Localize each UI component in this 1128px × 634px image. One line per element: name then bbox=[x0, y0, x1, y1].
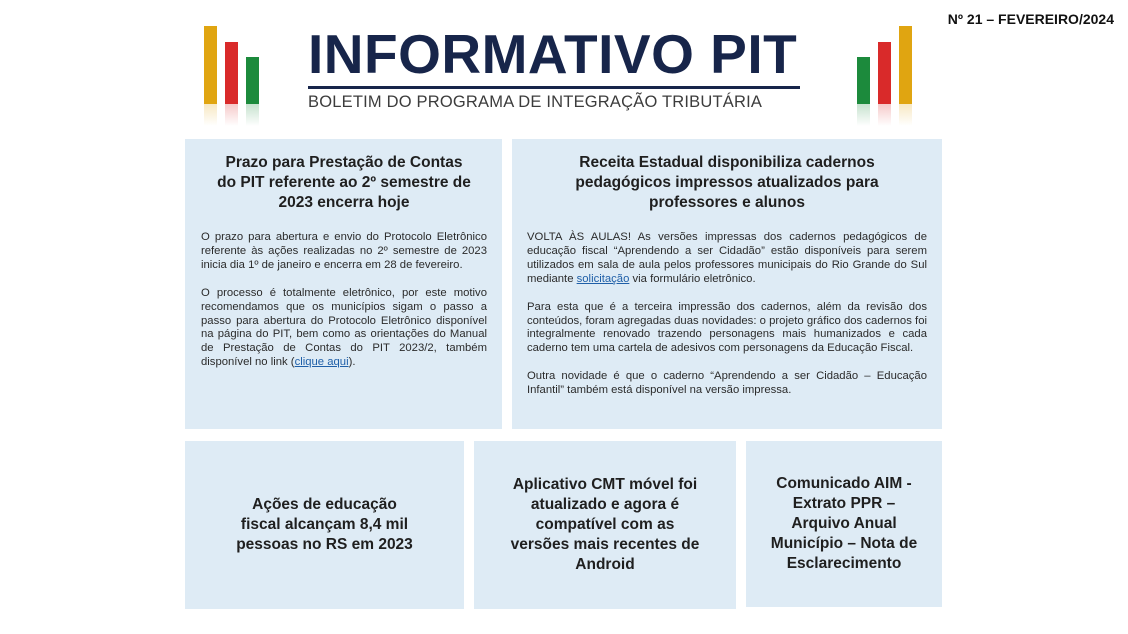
bar-chart-logo-right bbox=[853, 22, 913, 126]
page-title: INFORMATIVO PIT bbox=[308, 23, 798, 85]
news-card-aim[interactable] bbox=[746, 441, 942, 607]
bar-red bbox=[225, 42, 238, 104]
card-title: Prazo para Prestação de Contas do PIT referente ao 2º semestre de 2023 encerra hoje bbox=[217, 154, 471, 211]
bar-red-reflection bbox=[225, 104, 238, 126]
paragraph-end: via formulário eletrônico. bbox=[629, 272, 756, 285]
news-card-education[interactable] bbox=[185, 441, 464, 609]
bar-red bbox=[878, 42, 891, 104]
bar-yellow bbox=[899, 26, 912, 104]
news-card-cmt[interactable] bbox=[474, 441, 736, 609]
news-card-deadline[interactable] bbox=[185, 139, 502, 429]
bar-red-reflection bbox=[878, 104, 891, 126]
clique-aqui-link[interactable]: clique aqui bbox=[294, 356, 349, 369]
edition-label: Nº 21 – FEVEREIRO/2024 bbox=[947, 11, 1114, 27]
bar-chart-logo-left bbox=[200, 22, 260, 126]
card-title: Ações de educação fiscal alcançam 8,4 mil pessoas no RS em 2023 bbox=[236, 496, 413, 553]
bar-green bbox=[857, 57, 870, 104]
paragraph-text: VOLTA ÀS AULAS! As versões impressas dos cadernos pedagógicos de educação fiscal “Aprendendo a ser Cidadão” estão disponíveis para serem utilizados em sala de aula pelos professores municipais do Rio Grande do Sul mediante bbox=[527, 231, 927, 285]
bar-yellow-reflection bbox=[899, 104, 912, 126]
card-title: Comunicado AIM - Extrato PPR – Arquivo Anual Município – Nota de Esclarecimento bbox=[770, 475, 918, 572]
card-paragraph: Para esta que é a terceira impressão dos cadernos, além da revisão dos conteúdos, foram agregadas duas novidades: o projeto gráfico dos cadernos foi integralmente renovado trazendo personagens mais humanizados e cada caderno tem uma cartela de adesivos com personagens da Educação Fiscal. bbox=[527, 300, 927, 355]
card-title: Aplicativo CMT móvel foi atualizado e agora é compatível com as versões mais recentes de Android bbox=[510, 476, 700, 573]
bar-green-reflection bbox=[246, 104, 259, 126]
title-divider bbox=[308, 86, 800, 89]
card-paragraph: O prazo para abertura e envio do Protocolo Eletrônico referente às ações realizadas no 2º semestre de 2023 inicia dia 1º de janeiro e encerra em 28 de fevereiro. bbox=[201, 231, 487, 271]
news-card-notebooks[interactable] bbox=[512, 139, 942, 429]
bar-yellow-reflection bbox=[204, 104, 217, 126]
bar-green bbox=[246, 57, 259, 104]
bar-yellow bbox=[204, 26, 217, 104]
card-title: Receita Estadual disponibiliza cadernos pedagógicos impressos atualizados para professores e alunos bbox=[575, 154, 879, 211]
masthead bbox=[308, 24, 803, 112]
card-paragraph bbox=[527, 231, 927, 287]
bar-green-reflection bbox=[857, 104, 870, 126]
paragraph-text: O processo é totalmente eletrônico, por este motivo recomendamos que os municípios sigam o passo a passo para abertura do Protocolo Eletrônico disponível na página do PIT, bem como as orientações do Manual de Prestação de Contas do PIT 2023/2, também disponível no link ( bbox=[201, 286, 487, 369]
card-paragraph: Outra novidade é que o caderno “Aprendendo a ser Cidadão – Educação Infantil” também está disponível na versão impressa. bbox=[527, 370, 927, 397]
page-subtitle: BOLETIM DO PROGRAMA DE INTEGRAÇÃO TRIBUTÁRIA bbox=[308, 93, 763, 111]
card-paragraph bbox=[201, 287, 487, 370]
solicitacao-link[interactable]: solicitação bbox=[576, 272, 630, 285]
paragraph-end: ). bbox=[348, 356, 356, 369]
